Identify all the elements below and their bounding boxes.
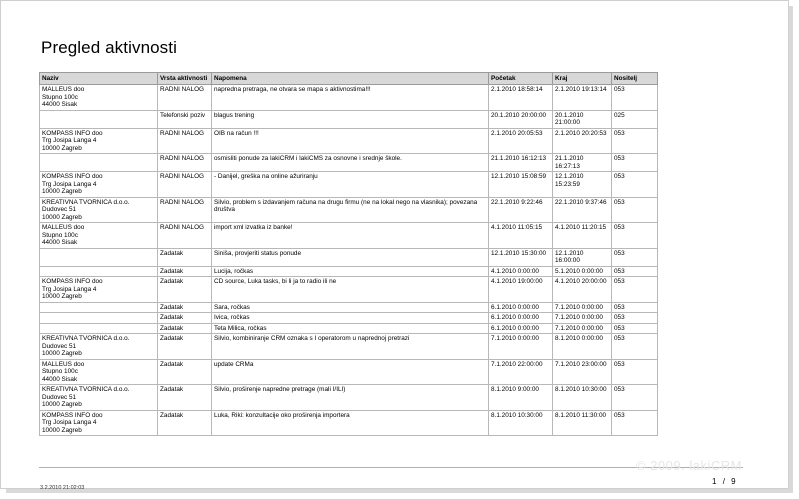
- end-cell: 22.1.2010 9:37:46: [553, 197, 612, 223]
- table-header-row: [40, 73, 658, 85]
- owner-cell: 053: [612, 313, 658, 324]
- activity-type-cell: Zadatak: [158, 266, 212, 277]
- table-row: [40, 110, 658, 128]
- client-name-cell: [40, 277, 158, 303]
- start-cell: 2.1.2010 18:58:14: [489, 85, 553, 111]
- table-row: [40, 323, 658, 334]
- client-name-cell: [40, 313, 158, 324]
- activity-type-cell: RADNI NALOG: [158, 85, 212, 111]
- client-address-line: KOMPASS INFO doo: [42, 278, 103, 285]
- start-cell: 22.1.2010 9:22:46: [489, 197, 553, 223]
- client-address-line: Stupno 100c: [42, 231, 78, 239]
- client-address-line: Dudovec 51: [42, 342, 77, 350]
- client-address-line: MALLEUS doo: [42, 360, 85, 368]
- client-name-cell: [40, 248, 158, 266]
- note-cell: Silvio, proširenje napredne pretrage (mali I/ILI): [212, 385, 489, 411]
- end-cell: 7.1.2010 0:00:00: [553, 313, 612, 324]
- client-address-line: Dudovec 51: [42, 393, 77, 401]
- owner-cell: 053: [612, 277, 658, 303]
- owner-cell: 053: [612, 302, 658, 313]
- column-header-nositelj: Nositelj: [612, 73, 658, 85]
- start-cell: 2.1.2010 20:05:53: [489, 128, 553, 154]
- end-cell: 4.1.2010 11:20:15: [553, 223, 612, 249]
- end-cell: 2.1.2010 19:13:14: [553, 85, 612, 111]
- end-cell: 8.1.2010 10:30:00: [553, 385, 612, 411]
- note-cell: Sara, ročkas: [212, 302, 489, 313]
- client-name-cell: [40, 110, 158, 128]
- table-body: [40, 85, 658, 436]
- table-row: [40, 223, 658, 249]
- table-row: [40, 277, 658, 303]
- page-shadow-bottom: [6, 489, 793, 493]
- table-row: [40, 172, 658, 198]
- start-cell: 7.1.2010 22:00:00: [489, 359, 553, 385]
- table-row: [40, 410, 658, 436]
- end-cell: 7.1.2010 0:00:00: [553, 302, 612, 313]
- end-cell: 7.1.2010 23:00:00: [553, 359, 612, 385]
- table-row: [40, 359, 658, 385]
- client-name-cell: [40, 385, 158, 411]
- column-header-pocetak: Početak: [489, 73, 553, 85]
- client-address-line: Trg Josipa Langa 4: [42, 285, 97, 293]
- page-total: 9: [731, 477, 738, 486]
- owner-cell: 053: [612, 385, 658, 411]
- client-name-cell: [40, 323, 158, 334]
- start-cell: 8.1.2010 9:00:00: [489, 385, 553, 411]
- client-address-line: KOMPASS INFO doo: [42, 173, 103, 180]
- end-cell: 2.1.2010 20:20:53: [553, 128, 612, 154]
- client-address-line: 10000 Zagreb: [42, 144, 82, 152]
- owner-cell: 053: [612, 223, 658, 249]
- owner-cell: 053: [612, 85, 658, 111]
- start-cell: 6.1.2010 0:00:00: [489, 323, 553, 334]
- client-name-cell: [40, 302, 158, 313]
- client-address-line: Stupno 100c: [42, 93, 78, 101]
- activity-type-cell: RADNI NALOG: [158, 197, 212, 223]
- table-row: [40, 154, 658, 172]
- client-address-line: 10000 Zagreb: [42, 350, 82, 357]
- page-indicator: [712, 477, 738, 486]
- client-address-line: 10000 Zagreb: [42, 426, 82, 434]
- activity-type-cell: Zadatak: [158, 385, 212, 411]
- note-cell: blagus trening: [212, 110, 489, 128]
- client-address-line: Stupno 100c: [42, 368, 78, 375]
- table-row: [40, 128, 658, 154]
- activity-type-cell: Zadatak: [158, 248, 212, 266]
- note-cell: Ivica, ročkas: [212, 313, 489, 324]
- client-address-line: 10000 Zagreb: [42, 401, 82, 408]
- column-header-vrsta-aktivnosti: Vrsta aktivnosti: [158, 73, 212, 85]
- note-cell: Siniša, provjeriti status ponude: [212, 248, 489, 266]
- client-address-line: KREATIVNA TVORNICA d.o.o.: [42, 198, 130, 206]
- owner-cell: 053: [612, 359, 658, 385]
- client-address-line: KREATIVNA TVORNICA d.o.o.: [42, 335, 130, 342]
- table-row: [40, 197, 658, 223]
- column-header-kraj: Kraj: [553, 73, 612, 85]
- start-cell: 12.1.2010 15:30:00: [489, 248, 553, 266]
- table-row: [40, 266, 658, 277]
- note-cell: OIB na račun !!!: [212, 128, 489, 154]
- owner-cell: 053: [612, 334, 658, 360]
- client-address-line: 10000 Zagreb: [42, 293, 82, 300]
- client-name-cell: [40, 128, 158, 154]
- client-address-line: 44000 Sisak: [42, 239, 78, 246]
- client-address-line: KOMPASS INFO doo: [42, 129, 103, 137]
- activity-type-cell: Zadatak: [158, 313, 212, 324]
- activity-type-cell: Zadatak: [158, 302, 212, 313]
- copyright-watermark: © 2009. lakiCRM: [636, 458, 742, 473]
- client-name-cell: [40, 154, 158, 172]
- end-cell: 20.1.2010 21:00:00: [553, 110, 612, 128]
- client-address-line: 44000 Sisak: [42, 375, 78, 383]
- client-address-line: MALLEUS doo: [42, 224, 85, 231]
- end-cell: 5.1.2010 0:00:00: [553, 266, 612, 277]
- table-row: [40, 334, 658, 360]
- owner-cell: 025: [612, 110, 658, 128]
- client-name-cell: [40, 359, 158, 385]
- start-cell: 20.1.2010 20:00:00: [489, 110, 553, 128]
- table-row: [40, 385, 658, 411]
- owner-cell: 053: [612, 266, 658, 277]
- client-name-cell: [40, 223, 158, 249]
- client-address-line: KREATIVNA TVORNICA d.o.o.: [42, 386, 130, 393]
- note-cell: Luka, Riki: konzultacije oko proširenja importera: [212, 410, 489, 436]
- owner-cell: 053: [612, 197, 658, 223]
- note-cell: import xml izvatka iz banke!: [212, 223, 489, 249]
- end-cell: 8.1.2010 11:30:00: [553, 410, 612, 436]
- column-header-napomena: Napomena: [212, 73, 489, 85]
- activity-type-cell: RADNI NALOG: [158, 128, 212, 154]
- client-address-line: 10000 Zagreb: [42, 213, 82, 221]
- start-cell: 6.1.2010 0:00:00: [489, 313, 553, 324]
- start-cell: 4.1.2010 11:05:15: [489, 223, 553, 249]
- column-header-naziv: Naziv: [40, 73, 158, 85]
- note-cell: osmisliti ponude za lakiCRM i lakiCMS za osnovne i srednje škole.: [212, 154, 489, 172]
- note-cell: - Danijel, greška na online ažuriranju: [212, 172, 489, 198]
- end-cell: 8.1.2010 0:00:00: [553, 334, 612, 360]
- owner-cell: 053: [612, 248, 658, 266]
- client-address-line: Dudovec 51: [42, 206, 77, 213]
- print-timestamp: 3.2.2010 21:02:03: [40, 485, 85, 491]
- page-shadow-right: [789, 6, 793, 492]
- activity-type-cell: Telefonski poziv: [158, 110, 212, 128]
- table-row: [40, 248, 658, 266]
- start-cell: 4.1.2010 0:00:00: [489, 266, 553, 277]
- activity-type-cell: Zadatak: [158, 359, 212, 385]
- activity-table: [39, 72, 658, 436]
- owner-cell: 053: [612, 172, 658, 198]
- client-address-line: 44000 Sisak: [42, 101, 78, 108]
- activity-type-cell: RADNI NALOG: [158, 154, 212, 172]
- end-cell: 4.1.2010 20:00:00: [553, 277, 612, 303]
- owner-cell: 053: [612, 323, 658, 334]
- client-address-line: 10000 Zagreb: [42, 188, 82, 195]
- note-cell: napredna pretraga, ne otvara se mapa s aktivnostima!!!: [212, 85, 489, 111]
- end-cell: 12.1.2010 16:00:00: [553, 248, 612, 266]
- start-cell: 21.1.2010 16:12:13: [489, 154, 553, 172]
- client-address-line: MALLEUS doo: [42, 86, 85, 93]
- start-cell: 12.1.2010 15:08:59: [489, 172, 553, 198]
- report-title: Pregled aktivnosti: [41, 38, 177, 57]
- activity-type-cell: RADNI NALOG: [158, 223, 212, 249]
- page-current: 1: [712, 477, 719, 486]
- table-row: [40, 85, 658, 111]
- note-cell: Silvio, kombiniranje CRM oznaka s I operatorom u naprednoj pretrazi: [212, 334, 489, 360]
- client-name-cell: [40, 266, 158, 277]
- activity-type-cell: Zadatak: [158, 323, 212, 334]
- page-separator: /: [722, 477, 727, 486]
- client-address-line: Trg Josipa Langa 4: [42, 180, 97, 188]
- note-cell: Teta Milica, ročkas: [212, 323, 489, 334]
- activity-type-cell: Zadatak: [158, 277, 212, 303]
- client-name-cell: [40, 85, 158, 111]
- note-cell: Lucija, ročkas: [212, 266, 489, 277]
- owner-cell: 053: [612, 128, 658, 154]
- start-cell: 7.1.2010 0:00:00: [489, 334, 553, 360]
- end-cell: 7.1.2010 0:00:00: [553, 323, 612, 334]
- activity-type-cell: RADNI NALOG: [158, 172, 212, 198]
- start-cell: 4.1.2010 19:00:00: [489, 277, 553, 303]
- start-cell: 8.1.2010 10:30:00: [489, 410, 553, 436]
- start-cell: 6.1.2010 0:00:00: [489, 302, 553, 313]
- client-name-cell: [40, 172, 158, 198]
- table-row: [40, 302, 658, 313]
- note-cell: update CRMa: [212, 359, 489, 385]
- end-cell: 12.1.2010 15:23:59: [553, 172, 612, 198]
- client-name-cell: [40, 334, 158, 360]
- note-cell: CD source, Luka tasks, bi li ja to radio ili ne: [212, 277, 489, 303]
- activity-type-cell: Zadatak: [158, 334, 212, 360]
- client-name-cell: [40, 410, 158, 436]
- owner-cell: 053: [612, 410, 658, 436]
- owner-cell: 053: [612, 154, 658, 172]
- client-name-cell: [40, 197, 158, 223]
- note-cell: Silvio, problem s izdavanjem računa na drugu firmu (ne na lokal nego na vlasnika); povezana društva: [212, 197, 489, 223]
- client-address-line: Trg Josipa Langa 4: [42, 137, 97, 144]
- client-address-line: KOMPASS INFO doo: [42, 411, 103, 419]
- table-row: [40, 313, 658, 324]
- client-address-line: Trg Josipa Langa 4: [42, 419, 97, 426]
- end-cell: 21.1.2010 16:27:13: [553, 154, 612, 172]
- activity-type-cell: Zadatak: [158, 410, 212, 436]
